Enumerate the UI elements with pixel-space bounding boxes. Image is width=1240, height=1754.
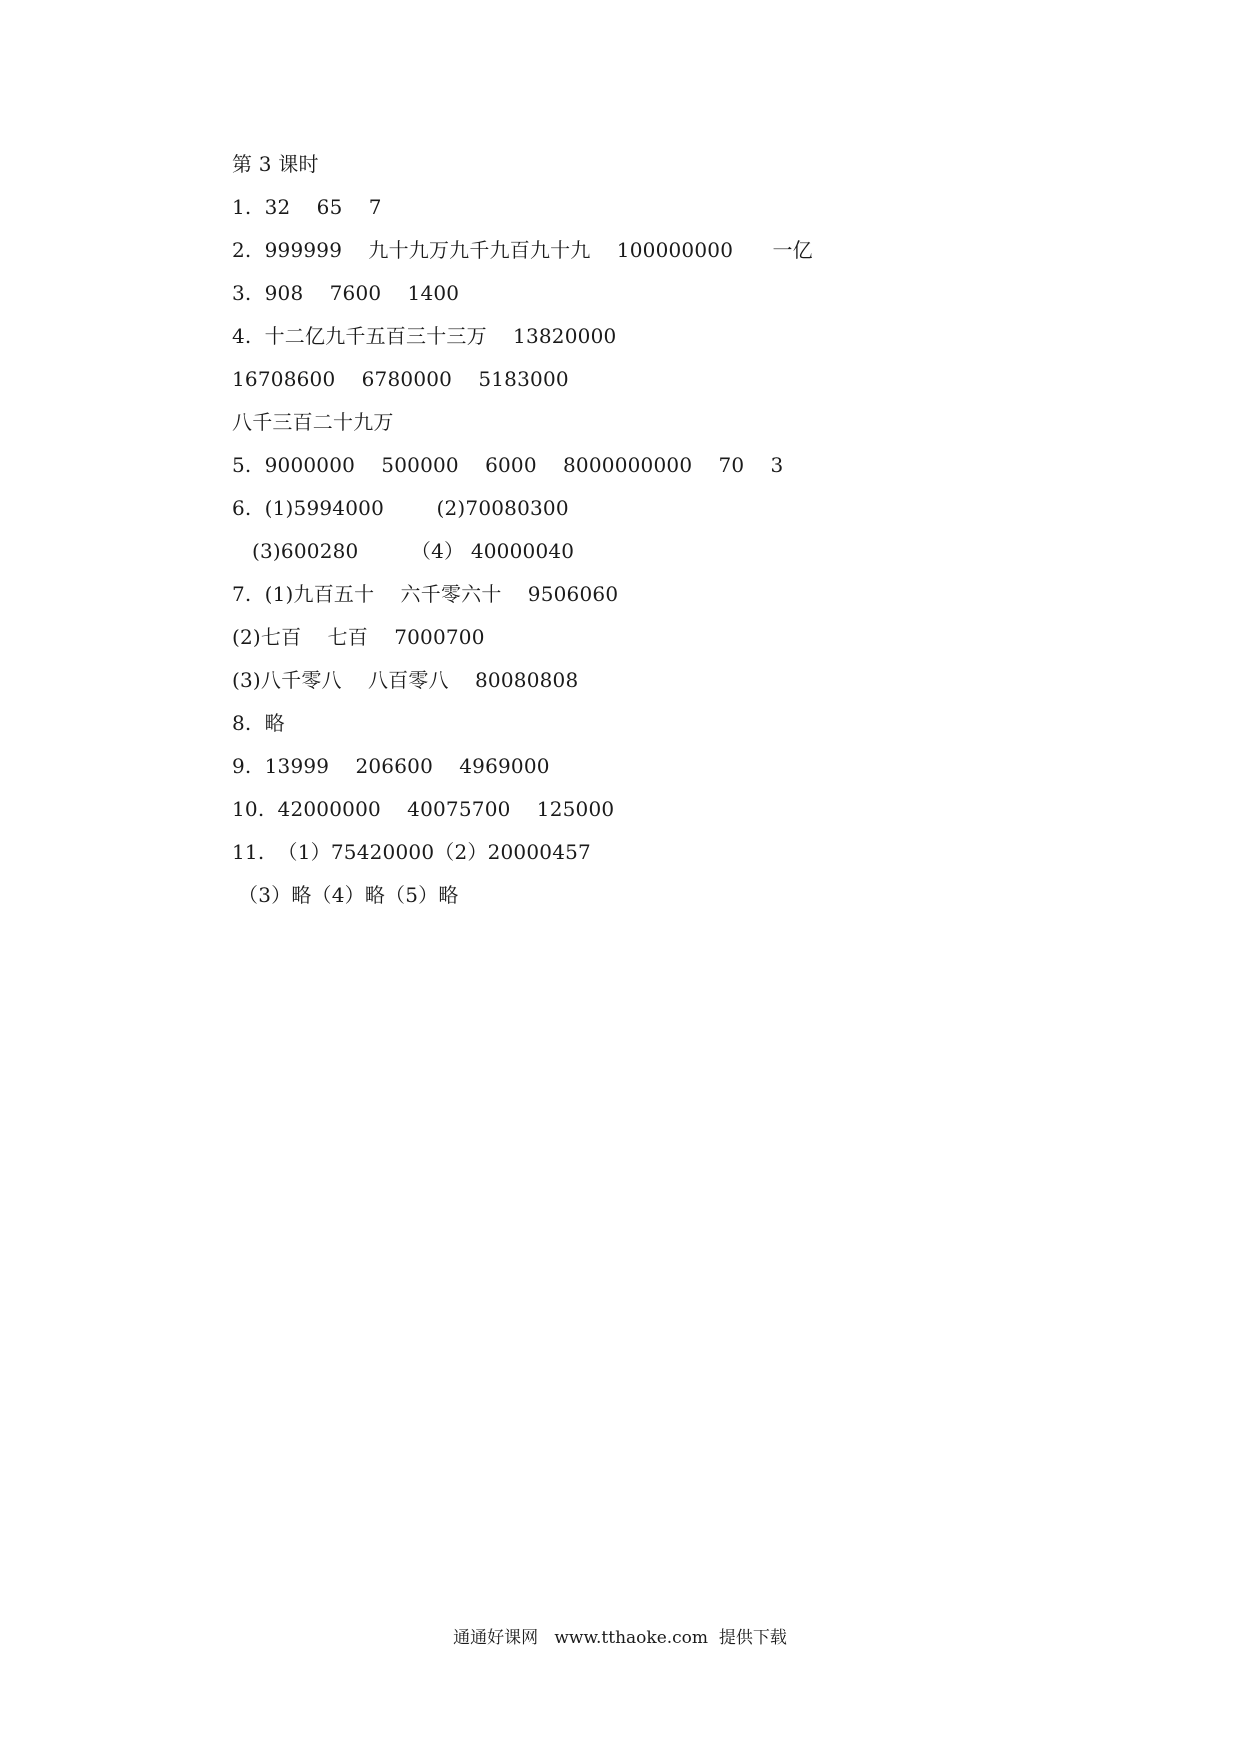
answer-line-7: 7. (1)九百五十 六千零六十 9506060 bbox=[232, 582, 619, 606]
footer-credit: 通通好课网 www.tthaoke.com 提供下载 bbox=[453, 1628, 787, 1648]
answer-line-5: 5. 9000000 500000 6000 8000000000 70 3 bbox=[232, 453, 784, 477]
answer-line-4-cont-1: 16708600 6780000 5183000 bbox=[232, 367, 569, 391]
answer-line-7-cont-1: (2)七百 七百 7000700 bbox=[232, 625, 485, 649]
answer-line-6: 6. (1)5994000 (2)70080300 bbox=[232, 496, 569, 520]
answer-line-8: 8. 略 bbox=[232, 711, 285, 735]
answer-line-11: 11. （1）75420000（2）20000457 bbox=[232, 840, 591, 864]
answer-line-4-cont-2: 八千三百二十九万 bbox=[232, 410, 394, 434]
answer-line-2: 2. 999999 九十九万九千九百九十九 100000000 一亿 bbox=[232, 238, 813, 262]
answer-line-1: 1. 32 65 7 bbox=[232, 195, 382, 219]
answer-line-4: 4. 十二亿九千五百三十三万 13820000 bbox=[232, 324, 617, 348]
answer-line-7-cont-2: (3)八千零八 八百零八 80080808 bbox=[232, 668, 579, 692]
answer-line-3: 3. 908 7600 1400 bbox=[232, 281, 460, 305]
lesson-heading: 第 3 课时 bbox=[232, 152, 319, 176]
answer-line-6-cont: (3)600280 （4） 40000040 bbox=[252, 539, 575, 563]
answer-line-11-cont: （3）略（4）略（5）略 bbox=[238, 883, 459, 907]
answer-line-9: 9. 13999 206600 4969000 bbox=[232, 754, 550, 778]
answer-line-10: 10. 42000000 40075700 125000 bbox=[232, 797, 615, 821]
